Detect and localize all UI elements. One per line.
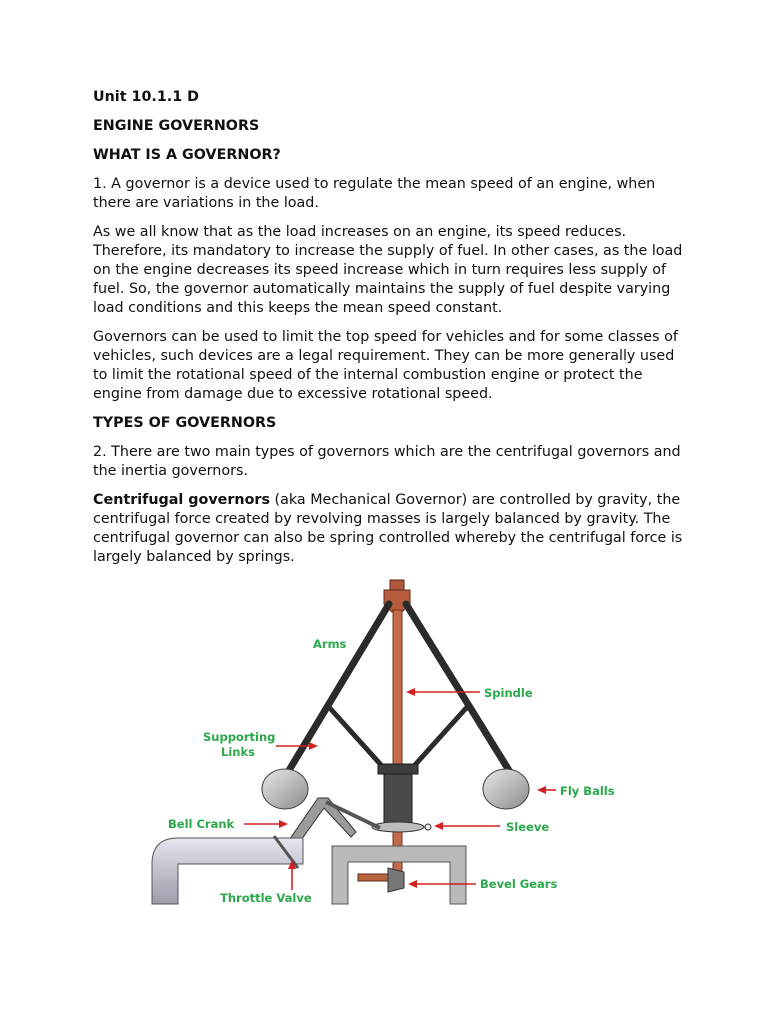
governor-diagram	[148, 574, 628, 914]
document-body	[93, 88, 693, 577]
sleeve-pin	[425, 824, 431, 830]
paragraph-types: 2. There are two main types of governors which are the centrifugal governors and the inertia governors.	[93, 444, 681, 479]
page-title: ENGINE GOVERNORS	[93, 118, 260, 134]
paragraph-definition: 1. A governor is a device used to regulate the mean speed of an engine, when there are variations in the load.	[93, 176, 656, 211]
label-arms: Arms	[313, 637, 347, 651]
paragraph-uses: Governors can be used to limit the top speed for vehicles and for some classes of vehicles, such devices are a legal requirement. They can be more generally used to limit the rotational speed of the internal combustion engine or protect the engine from damage due to excessive rotational speed.	[93, 329, 678, 402]
label-bell-crank: Bell Crank	[168, 817, 235, 831]
sleeve-upper-collar	[378, 764, 418, 774]
sleeve-body	[384, 774, 412, 824]
section-heading-what-is: WHAT IS A GOVERNOR?	[93, 147, 281, 163]
centrifugal-description: (aka Mechanical Governor) are controlled by gravity, the centrifugal force created by revolving masses is largely balanced by gravity. The centrifugal governor can also be spring controlled whereby the centrifugal force is largely balanced by springs.	[93, 492, 683, 565]
unit-heading: Unit 10.1.1 D	[93, 89, 199, 105]
paragraph-load: As we all know that as the load increases on an engine, its speed reduces. Therefore, its mandatory to increase the supply of fuel. In other cases, as the load on the engine decreases its speed increase which in turn requires less supply of fuel. So, the governor automatically maintains the supply of fuel despite varying load conditions and this keeps the mean speed constant.	[93, 224, 683, 316]
label-throttle-valve: Throttle Valve	[220, 891, 312, 905]
label-fly-balls: Fly Balls	[560, 784, 615, 798]
spindle-top-cap	[390, 580, 404, 590]
left-supporting-link	[328, 706, 382, 766]
label-bevel-gears: Bevel Gears	[480, 877, 558, 891]
bevel-gear	[388, 868, 404, 892]
label-supporting-line1: Supporting	[203, 730, 276, 744]
centrifugal-term: Centrifugal governors	[93, 492, 270, 508]
label-sleeve: Sleeve	[506, 820, 550, 834]
section-heading-types: TYPES OF GOVERNORS	[93, 415, 277, 431]
right-fly-ball	[483, 769, 529, 809]
spindle-shaft	[393, 610, 402, 872]
paragraph-centrifugal	[93, 491, 693, 567]
left-fly-ball	[262, 769, 308, 809]
label-supporting-line2: Links	[221, 745, 255, 759]
right-supporting-link	[414, 706, 468, 766]
label-spindle: Spindle	[484, 686, 533, 700]
horizontal-gear-shaft	[358, 874, 392, 881]
